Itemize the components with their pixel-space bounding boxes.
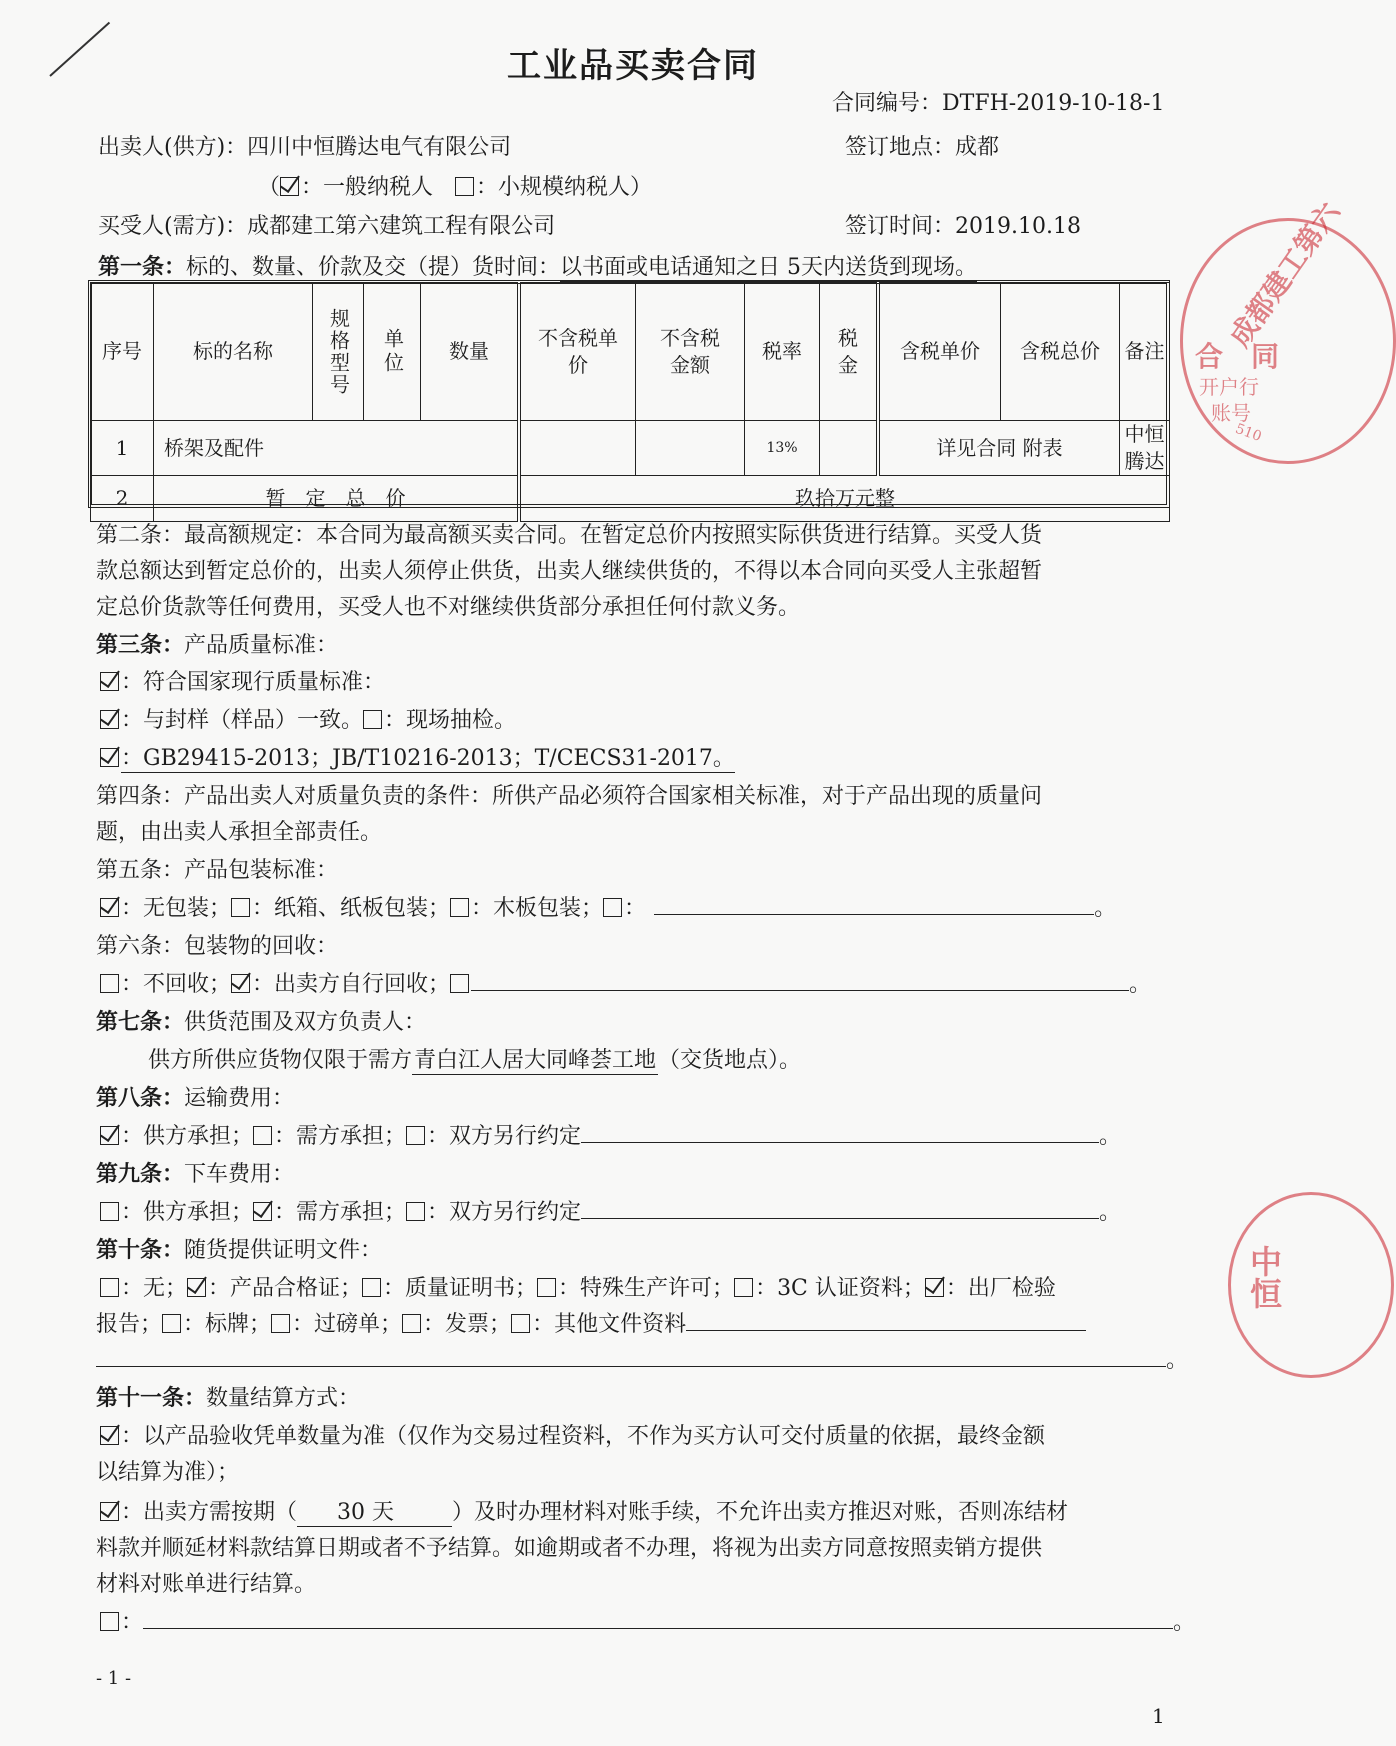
row2-value: 玖拾万元整	[519, 476, 1170, 522]
article-11-option-1-line-2: 以结算为准）；	[96, 1460, 240, 1485]
th-qty: 数量	[421, 283, 520, 421]
row1-name: 桥架及配件	[154, 421, 520, 476]
blank-line[interactable]	[581, 1122, 1099, 1143]
checkbox-empty[interactable]	[511, 1314, 530, 1333]
th-rate: 税率	[745, 283, 820, 421]
checkbox-empty[interactable]	[450, 974, 469, 993]
checkbox-empty[interactable]	[253, 1126, 272, 1145]
article-9-options: ：供方承担； ：需方承担； ：双方另行约定 。	[100, 1195, 1121, 1226]
article-11-option-1: ：以产品验收凭单数量为准（仅作为交易过程资料，不作为买方认可交付质量的依据，最终金额	[100, 1419, 1045, 1450]
th-price-in: 含税单价	[878, 283, 1001, 421]
row1-rate: 13%	[745, 421, 820, 476]
article-6-options: ：不回收； ：出卖方自行回收； 。	[100, 967, 1151, 998]
checkbox-empty[interactable]	[450, 898, 469, 917]
checkbox-empty[interactable]	[363, 710, 382, 729]
article-10-options-1: ：无； ：产品合格证； ：质量证明书； ：特殊生产许可； ：3C 认证资料； ：出厂检验	[100, 1271, 1056, 1302]
sign-time: 签订时间：2019.10.18	[845, 214, 1081, 239]
row2-no: 2	[91, 476, 154, 522]
contract-number: 合同编号：DTFH-2019-10-18-1	[832, 91, 1165, 116]
article-6: 第六条：包装物的回收：	[96, 934, 339, 959]
checkbox-empty[interactable]	[406, 1126, 425, 1145]
article-11-option-3: ： 。	[100, 1605, 1195, 1636]
row1-price: 详见合同 附表	[878, 421, 1120, 476]
th-note: 备注	[1120, 283, 1170, 421]
article-10-line-3: 。	[96, 1343, 1188, 1374]
checkbox-empty[interactable]	[100, 1202, 119, 1221]
article-3-option-1: ：符合国家现行质量标准：	[100, 665, 385, 696]
checkbox-empty[interactable]	[100, 1278, 119, 1297]
article-8: 第八条：运输费用：	[96, 1085, 295, 1111]
th-spec: 规格型号	[313, 283, 364, 421]
article-9: 第九条：下车费用：	[96, 1161, 295, 1187]
th-no: 序号	[91, 283, 154, 421]
checkbox-checked[interactable]	[100, 710, 119, 729]
article-2-line-3: 定总价货款等任何费用，买受人也不对继续供货部分承担任何付款义务。	[96, 595, 801, 620]
checkbox-checked[interactable]	[100, 1426, 119, 1445]
page-number: - 1 -	[96, 1668, 132, 1689]
article-11-option-2-line-3: 材料对账单进行结算。	[96, 1572, 317, 1597]
checkbox-empty[interactable]	[603, 898, 622, 917]
article-4-line-1: 第四条：产品出卖人对质量负责的条件：所供产品必须符合国家相关标准，对于产品出现的质量问	[96, 784, 1043, 809]
checkbox-empty[interactable]	[406, 1202, 425, 1221]
th-price-ex: 不含税单价	[519, 283, 636, 421]
row1-note: 中恒腾达	[1120, 421, 1170, 476]
article-11: 第十一条：数量结算方式：	[96, 1385, 361, 1411]
row2-label: 暂 定 总 价	[154, 476, 520, 522]
checkbox-empty[interactable]	[362, 1278, 381, 1297]
checkbox-empty[interactable]	[455, 177, 474, 196]
checkbox-checked[interactable]	[100, 1126, 119, 1145]
article-3-option-3: ：GB29415-2013；JB/T10216-2013；T/CECS31-2017。	[100, 741, 735, 773]
blank-line[interactable]	[143, 1608, 1173, 1629]
article-2-line-1: 第二条：最高额规定：本合同为最高额买卖合同。在暂定总价内按照实际供货进行结算。买受人货	[96, 523, 1043, 548]
article-2-line-2: 款总额达到暂定总价的，出卖人须停止供货，出卖人继续供货的，不得以本合同向买受人主张超暂	[96, 559, 1043, 584]
th-amount-ex: 不含税金额	[636, 283, 745, 421]
checkbox-empty[interactable]	[100, 974, 119, 993]
article-7: 第七条：供货范围及双方负责人：	[96, 1009, 427, 1035]
th-total-in: 含税总价	[1001, 283, 1120, 421]
blank-line[interactable]	[471, 970, 1129, 991]
buyer-line: 买受人(需方)：成都建工第六建筑工程有限公司	[98, 214, 556, 239]
checkbox-checked[interactable]	[253, 1202, 272, 1221]
document-title: 工业品买卖合同	[507, 46, 759, 86]
checkbox-empty[interactable]	[162, 1314, 181, 1333]
blank-line[interactable]	[654, 894, 1094, 915]
checkbox-checked[interactable]	[231, 974, 250, 993]
checkbox-checked[interactable]	[187, 1278, 206, 1297]
th-name: 标的名称	[154, 283, 313, 421]
row1-no: 1	[91, 421, 154, 476]
checkbox-empty[interactable]	[271, 1314, 290, 1333]
sign-place: 签订地点：成都	[845, 135, 1000, 160]
checkbox-empty[interactable]	[537, 1278, 556, 1297]
article-10: 第十条：随货提供证明文件：	[96, 1237, 383, 1263]
th-unit: 单位	[364, 283, 421, 421]
checkbox-checked[interactable]	[100, 1502, 119, 1521]
checkbox-checked[interactable]	[100, 748, 119, 767]
checkbox-empty[interactable]	[100, 1612, 119, 1631]
blank-line[interactable]	[581, 1198, 1099, 1219]
company-seal-bottom: 中恒	[1228, 1192, 1394, 1378]
checkbox-checked[interactable]	[100, 898, 119, 917]
corner-number: 1	[1152, 1704, 1165, 1728]
checkbox-checked[interactable]	[925, 1278, 944, 1297]
checkbox-checked[interactable]	[280, 177, 299, 196]
seller-line: 出卖人(供方)：四川中恒腾达电气有限公司	[98, 135, 512, 160]
article-11-option-2-line-2: 料款并顺延材料款结算日期或者不予结算。如逾期或者不办理，将视为出卖方同意按照卖销方提供	[96, 1536, 1043, 1561]
article-11-option-2: ：出卖方需按期（ 30 天 ）及时办理材料对账手续，不允许出卖方推迟对账，否则冻结材	[100, 1495, 1068, 1527]
checkbox-empty[interactable]	[402, 1314, 421, 1333]
article-7-line-1: 供方所供应货物仅限于需方青白江人居大同峰荟工地（交货地点）。	[148, 1043, 801, 1075]
article-5: 第五条：产品包装标准：	[96, 858, 339, 883]
checkbox-checked[interactable]	[100, 672, 119, 691]
checkbox-empty[interactable]	[734, 1278, 753, 1297]
article-3-option-2: ：与封样（样品）一致。 ：现场抽检。	[100, 703, 516, 734]
article-4-line-2: 题，由出卖人承担全部责任。	[96, 820, 383, 845]
article-10-options-2: 报告； ：标牌； ：过磅单； ：发票； ：其他文件资料	[96, 1307, 1086, 1338]
th-tax: 税金	[820, 283, 879, 421]
goods-table	[90, 282, 1170, 522]
blank-line[interactable]	[96, 1346, 1166, 1367]
article-3: 第三条：产品质量标准：	[96, 632, 339, 658]
blank-line[interactable]	[686, 1310, 1086, 1331]
checkbox-empty[interactable]	[231, 898, 250, 917]
taxpayer-line: （ ：一般纳税人 ：小规模纳税人）	[258, 175, 653, 200]
article-8-options: ：供方承担； ：需方承担； ：双方另行约定 。	[100, 1119, 1121, 1150]
article-1: 第一条：标的、数量、价款及交（提）货时间：以书面或电话通知之日 5天内送货到现场。	[98, 250, 977, 282]
company-seal-top: 成都建工第六 合 同 开户行 账号 510	[1180, 218, 1396, 464]
article-5-options: ：无包装； ：纸箱、纸板包装； ：木板包装； ： 。	[100, 891, 1116, 922]
